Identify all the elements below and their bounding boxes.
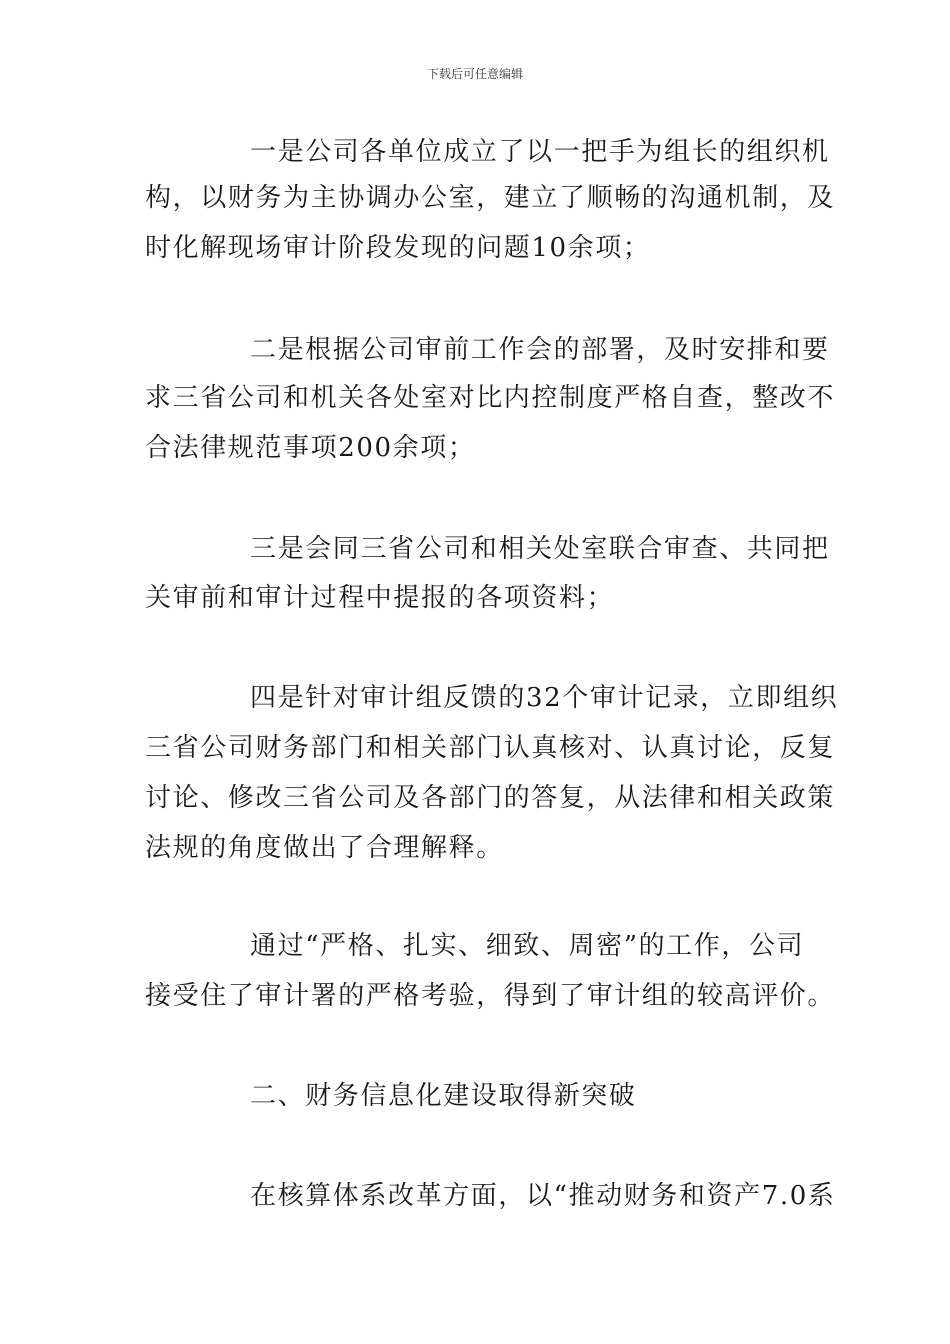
paragraph-2-line-3: 合法律规范事项200余项； (145, 433, 476, 463)
paragraph-4-line-4: 法规的角度做出了合理解释。 (145, 833, 504, 863)
paragraph-5-line-1: 通过“严格、扎实、细致、周密”的工作，公司 (250, 931, 805, 961)
paragraph-2-line-1: 二是根据公司审前工作会的部署，及时安排和要 (250, 335, 830, 365)
paragraph-4-line-2: 三省公司财务部门和相关部门认真核对、认真讨论，反复 (145, 733, 836, 763)
paragraph-1-line-1: 一是公司各单位成立了以一把手为组长的组织机 (250, 137, 830, 167)
paragraph-3-line-1: 三是会同三省公司和相关处室联合审查、共同把 (250, 534, 830, 564)
paragraph-4-line-3: 讨论、修改三省公司及各部门的答复，从法律和相关政策 (145, 783, 836, 813)
paragraph-1-line-3: 时化解现场审计阶段发现的问题10余项； (145, 233, 651, 263)
paragraph-5-line-2: 接受住了审计署的严格考验，得到了审计组的较高评价。 (145, 981, 836, 1011)
page-header: 下载后可任意编辑 (426, 67, 523, 81)
paragraph-7-line-1: 在核算体系改革方面，以“推动财务和资产7.0系 (250, 1181, 836, 1211)
paragraph-4-line-1: 四是针对审计组反馈的32个审计记录，立即组织 (250, 683, 839, 713)
paragraph-1-line-2: 构，以财务为主协调办公室，建立了顺畅的沟通机制，及 (145, 183, 836, 213)
section-heading: 二、财务信息化建设取得新突破 (250, 1081, 637, 1111)
paragraph-3-line-2: 关审前和审计过程中提报的各项资料； (145, 583, 615, 613)
paragraph-2-line-2: 求三省公司和机关各处室对比内控制度严格自查，整改不 (145, 383, 836, 413)
